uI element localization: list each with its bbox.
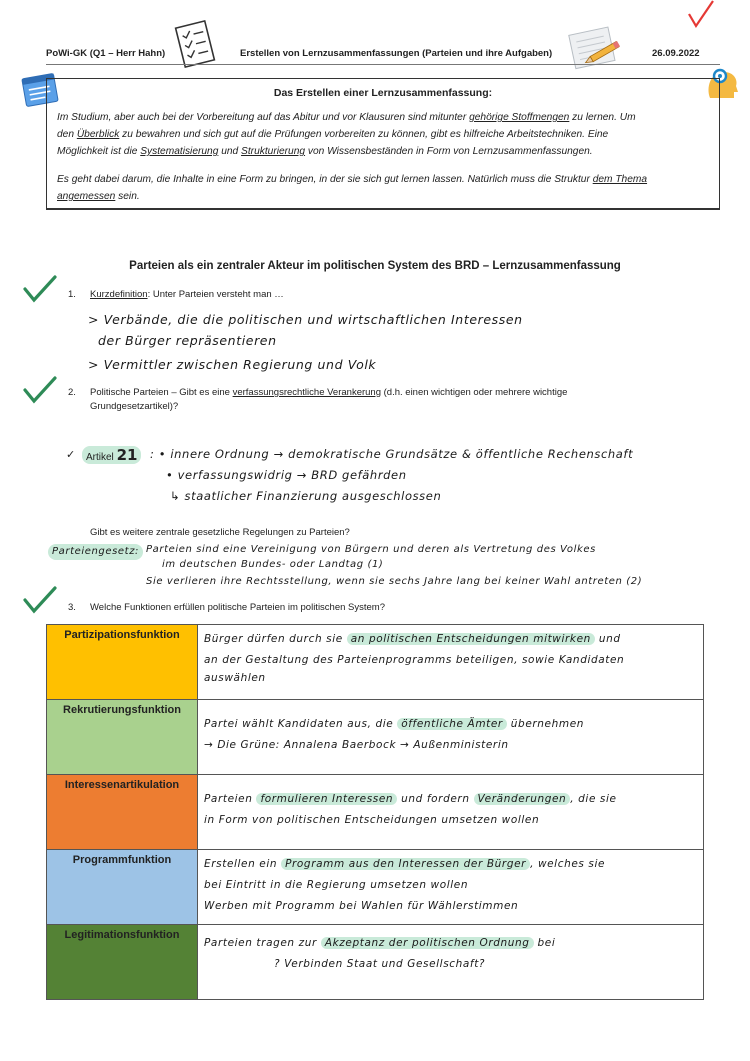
intro-text: und (218, 146, 242, 157)
functions-table (46, 624, 704, 1000)
hw-line (204, 789, 703, 810)
hw-text: Parteien (204, 793, 257, 805)
q1-text: : Unter Parteien versteht man … (147, 289, 284, 300)
hw-line (204, 896, 703, 917)
hw-highlight: Akzeptanz der politischen Ordnung (321, 937, 534, 949)
hw-text: und fordern (397, 793, 474, 805)
section-title: Parteien als ein zentraler Akteur im politischen System des BRD – Lernzusammenfassung (129, 260, 621, 272)
artikel-text: Artikel (86, 452, 114, 463)
q1-label: Kurzdefinition (90, 289, 148, 300)
table-row (47, 850, 704, 925)
intro-text: zu bewahren und sich gut auf die Prüfungen vorbereiten zu können, gibt es hilfreiche Arbeitstechniken. Eine (119, 129, 609, 140)
hw-highlight: an politischen Entscheidungen mitwirken (347, 633, 595, 645)
hw-text: Parteien tragen zur (204, 937, 321, 949)
green-check-mark-icon (22, 274, 58, 304)
q2-handwriting-2: • verfassungswidrig → BRD gefährden (166, 468, 407, 482)
q1-number: 1. (68, 289, 76, 300)
intro-underlined: Überblick (76, 129, 120, 140)
hw-text: in Form von politischen Entscheidungen umsetzen wollen (204, 814, 540, 826)
intro-underlined: Strukturierung (241, 146, 306, 157)
hw-text: übernehmen (506, 718, 585, 730)
hw-line (204, 933, 703, 954)
hw-text: Erstellen ein (204, 858, 282, 870)
hw-text: , die sie (570, 793, 617, 805)
intro-box (46, 78, 720, 210)
intro-line-5 (57, 188, 709, 205)
intro-text: Es geht dabei darum, die Inhalte in eine Form zu bringen, in der sie sich gut lernen lassen. Natürlich muss die Struktur (57, 174, 593, 185)
course-label: PoWi-GK (Q1 – Herr Hahn) (46, 48, 166, 59)
table-row (47, 925, 704, 1000)
function-description (198, 775, 704, 850)
intro-text: von Wissensbeständen in Form von Lernzusammenfassungen. (305, 146, 593, 157)
hw-highlight: Veränderungen (474, 793, 571, 805)
hw-text: → Die Grüne: Annalena Baerbock → Außenministerin (204, 739, 509, 751)
intro-text: Im Studium, aber auch bei der Vorbereitung auf das Abitur und vor Klausuren sind mitunter (57, 112, 470, 123)
hw-highlight: formulieren Interessen (256, 793, 397, 805)
hw-text: Bürger dürfen durch sie (204, 633, 347, 645)
intro-underlined: gehörige Stoffmengen (469, 112, 570, 123)
hw-text: bei Eintritt in die Regierung umsetzen wollen (204, 879, 469, 891)
q2-number: 2. (68, 387, 76, 398)
q2-subquestion: Gibt es weitere zentrale gesetzliche Regelungen zu Parteien? (90, 527, 350, 538)
hw-text: an der Gestaltung des Parteienprogramms beteiligen, sowie Kandidaten (204, 654, 625, 666)
hw-text: , welches sie (530, 858, 606, 870)
checklist-icon (172, 18, 218, 70)
q2-text: Politische Parteien – Gibt es eine (90, 387, 233, 398)
hw-line (204, 671, 703, 685)
q2-underlined: verfassungsrechtliche Verankerung (232, 387, 381, 398)
q1-handwriting-1: > Verbände, die die politischen und wirtschaftlichen Interessen (88, 312, 523, 327)
intro-title: Das Erstellen einer Lernzusammenfassung: (273, 87, 493, 99)
intro-text: Möglichkeit ist die (57, 146, 141, 157)
green-check-mark-icon (22, 375, 58, 405)
intro-underlined: angemessen (57, 191, 116, 202)
parteiengesetz-label: Parteiengesetz: (48, 544, 143, 560)
hw-highlight: Programm aus den Interessen der Bürger (281, 858, 530, 870)
intro-line-2 (57, 126, 709, 143)
q2-question (90, 387, 567, 398)
hw-highlight: öffentliche Ämter (397, 718, 507, 730)
q2-question-cont: Grundgesetzartikel)? (90, 401, 179, 412)
function-name: Partizipationsfunktion (47, 625, 198, 700)
intro-underlined: dem Thema (592, 174, 648, 185)
q3-number: 3. (68, 602, 76, 613)
artikel-label (82, 446, 141, 464)
function-description (198, 925, 704, 1000)
function-description (198, 700, 704, 775)
pg-handwriting-2: im deutschen Bundes- oder Landtag (1) (162, 559, 384, 570)
intro-line-3 (57, 143, 709, 160)
function-description (198, 625, 704, 700)
q3-question: Welche Funktionen erfüllen politische Parteien im politischen System? (90, 602, 386, 613)
q1-question (90, 289, 284, 300)
hw-line (204, 650, 703, 671)
hw-line (204, 810, 703, 831)
artikel-number: 21 (116, 446, 138, 464)
intro-underlined: Systematisierung (140, 146, 219, 157)
hw-text: auswählen (204, 672, 266, 684)
q2-handwriting-3: ↳ staatlicher Finanzierung ausgeschlossen (170, 489, 442, 503)
pg-handwriting-3: Sie verlieren ihre Rechtsstellung, wenn sie sechs Jahre lang bei keiner Wahl antreten (2) (146, 576, 643, 587)
q2-text: (d.h. einen wichtigen oder mehrere wichtige (381, 387, 568, 398)
pg-handwriting-1: Parteien sind eine Vereinigung von Bürgern und deren als Vertretung des Volkes (146, 544, 596, 555)
red-check-mark-icon (686, 0, 716, 30)
intro-line-1 (57, 109, 709, 126)
hw-line (204, 714, 703, 735)
q1-handwriting-2: der Bürger repräsentieren (98, 333, 277, 348)
q1-handwriting-3: > Vermittler zwischen Regierung und Volk (88, 357, 377, 372)
function-name: Programmfunktion (47, 850, 198, 925)
table-row (47, 700, 704, 775)
hw-line (204, 875, 703, 896)
hw-text: Partei wählt Kandidaten aus, die (204, 718, 398, 730)
worksheet-title: Erstellen von Lernzusammenfassungen (Parteien und ihre Aufgaben) (240, 48, 553, 59)
hw-line (204, 854, 703, 875)
function-description (198, 850, 704, 925)
hw-line (204, 954, 703, 975)
hw-text: und (594, 633, 621, 645)
q2-handwriting-1: : • innere Ordnung → demokratische Grundsätze & öffentliche Rechenschaft (150, 447, 634, 461)
header-divider (46, 64, 720, 65)
function-name: Legitimationsfunktion (47, 925, 198, 1000)
table-row (47, 625, 704, 700)
table-row (47, 775, 704, 850)
hw-text: ? Verbinden Staat und Gesellschaft? (274, 958, 486, 970)
intro-text: sein. (115, 191, 140, 202)
intro-text: zu lernen. Um (569, 112, 636, 123)
hw-line (204, 629, 703, 650)
function-name: Interessenartikulation (47, 775, 198, 850)
hw-line (204, 735, 703, 756)
intro-line-4 (57, 171, 709, 188)
green-check-mark-icon (22, 585, 58, 615)
function-name: Rekrutierungsfunktion (47, 700, 198, 775)
hw-text: Werben mit Programm bei Wahlen für Wählerstimmen (204, 900, 519, 912)
intro-text: den (57, 129, 77, 140)
hw-text: bei (533, 937, 556, 949)
q2-tick: ✓ (66, 449, 76, 461)
worksheet-date: 26.09.2022 (652, 48, 700, 59)
